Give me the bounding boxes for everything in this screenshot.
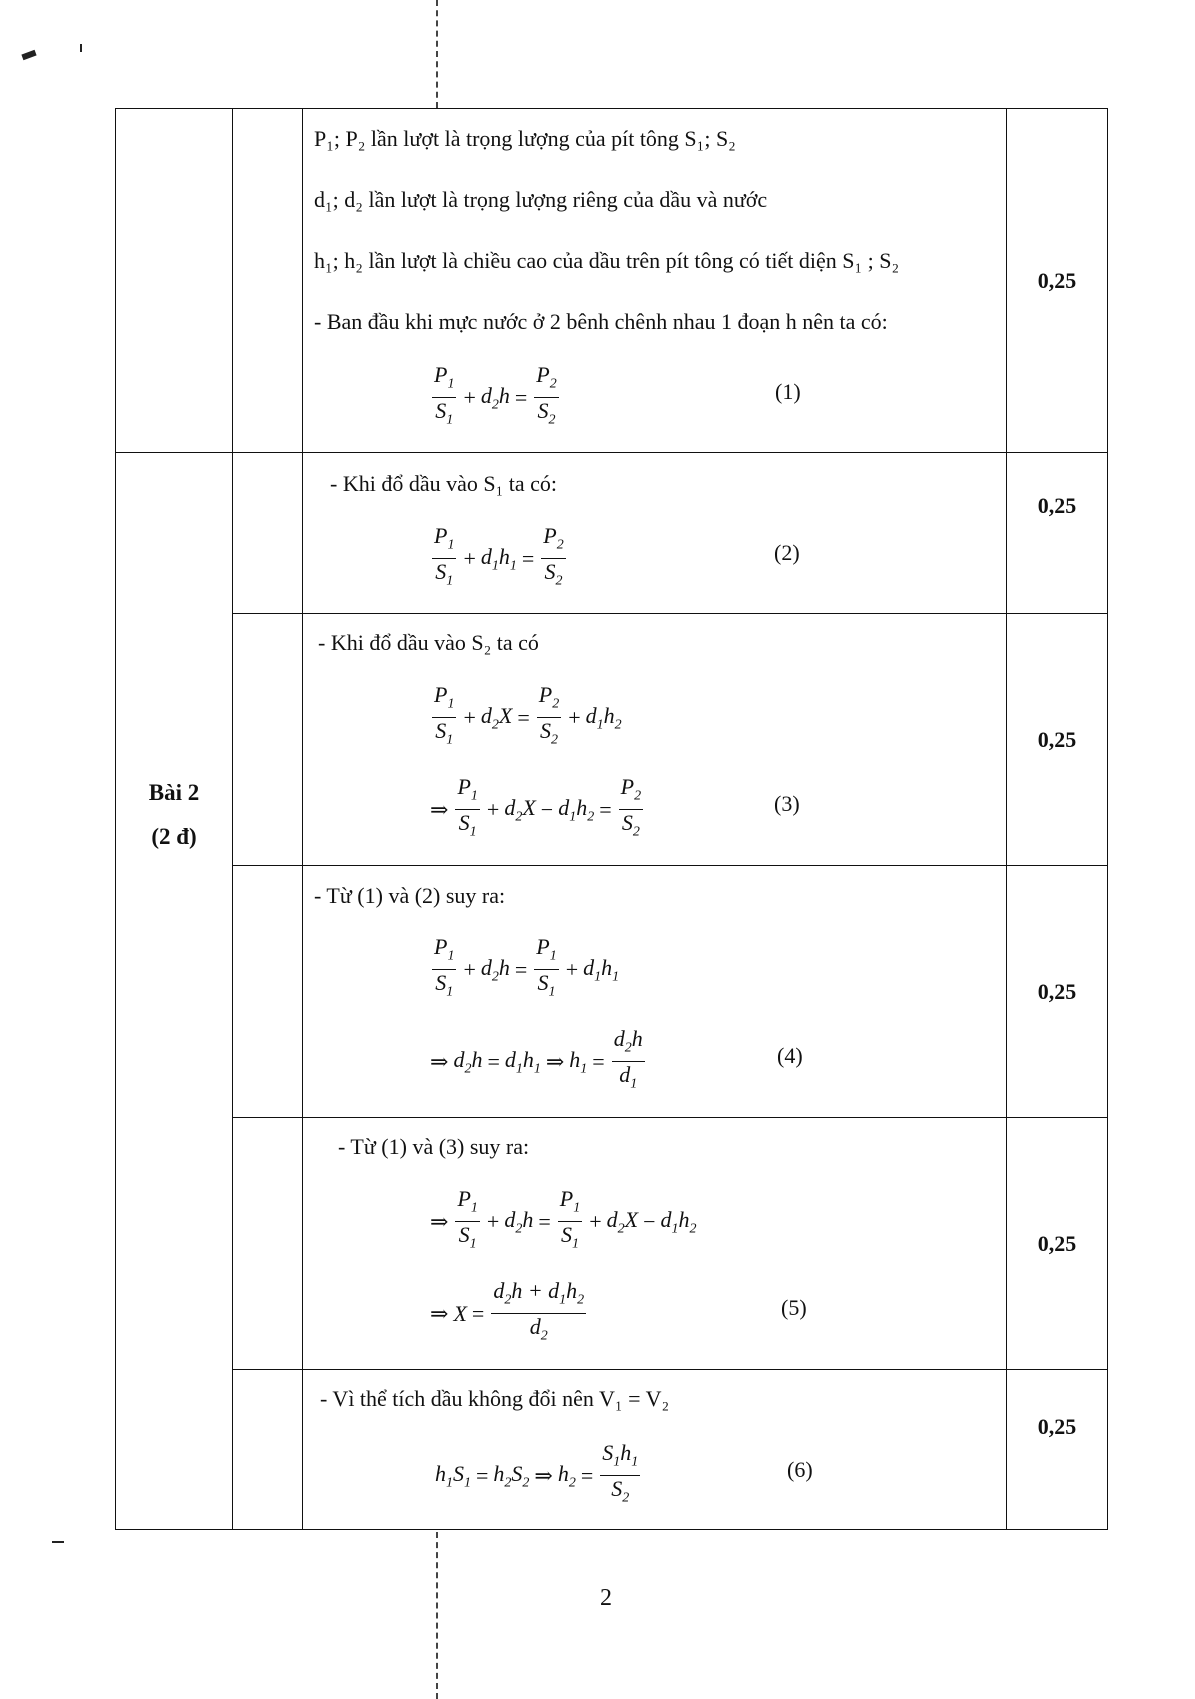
equation-3a: $\frac{P_1}{S_1}$ + $d_2X$ = $\frac{P_2}{S_2}$ + $d_1h_2$ — [434, 682, 622, 748]
side-cell-top — [116, 109, 233, 453]
exercise-title: Bài 2 — [148, 779, 200, 805]
page-number: 2 — [600, 1585, 612, 1611]
table-row — [116, 109, 1108, 453]
equation-1: $\frac{P_1}{S_1}$ + $d_2h$ = $\frac{P_2}{S_2}$ — [434, 362, 557, 428]
score-value: 0,25 — [1037, 978, 1077, 1004]
exercise-points: (2 đ) — [151, 823, 197, 849]
side-cell — [116, 453, 233, 614]
content-cell — [303, 1370, 1007, 1530]
empty-cell — [233, 1370, 303, 1530]
equation-number: (6) — [787, 1457, 813, 1482]
scan-speck — [80, 44, 82, 52]
text-line: - Khi đổ dầu vào S₂ ta có — [318, 630, 539, 655]
content-cell — [303, 614, 1007, 866]
equation-number: (1) — [775, 379, 801, 404]
equation-5a: ⇒ $\frac{P_1}{S_1}$ + $d_2h$ = $\frac{P_1}{S_1}$ + $d_2X$ − $d_1h_2$ — [430, 1186, 697, 1252]
content-cell — [303, 1118, 1007, 1370]
score-cell — [1007, 614, 1108, 866]
text-line: - Khi đổ dầu vào S₁ ta có: — [330, 471, 558, 496]
table-row — [116, 614, 1108, 866]
equation-4a: $\frac{P_1}{S_1}$ + $d_2h$ = $\frac{P_1}{S_1}$ + $d_1h_1$ — [434, 934, 620, 1000]
equation-6: $h_1S_1$ = $h_2S_2$ ⇒ $h_2$ = $\frac{S_1h_1}{S_2}$ — [435, 1440, 639, 1506]
text-line: - Từ (1) và (2) suy ra: — [314, 883, 506, 908]
content-cell — [303, 453, 1007, 614]
content-cell — [303, 866, 1007, 1118]
score-value: 0,25 — [1037, 1414, 1077, 1439]
equation-number: (4) — [777, 1043, 803, 1068]
score-value: 0,25 — [1037, 493, 1077, 518]
equation-number: (3) — [774, 791, 800, 816]
score-value: 0,25 — [1037, 267, 1077, 293]
empty-cell — [233, 614, 303, 866]
score-cell — [1007, 866, 1108, 1118]
table-row — [116, 453, 1108, 614]
text-line: P₁; P₂ lần lượt là trọng lượng của pít tông S₁; S₂ — [314, 126, 736, 151]
text-line: d₁; d₂ lần lượt là trọng lượng riêng của dầu và nước — [314, 187, 768, 212]
equation-number: (5) — [781, 1295, 807, 1320]
empty-cell — [233, 453, 303, 614]
equation-5: ⇒ X = $\frac{d_2h + d_1h_2}{d_2}$ — [430, 1278, 585, 1344]
empty-cell — [233, 109, 303, 453]
text-line: - Ban đầu khi mực nước ở 2 bênh chênh nhau 1 đoạn h nên ta có: — [314, 309, 888, 334]
answer-table — [115, 108, 1108, 1530]
equation-number: (2) — [774, 540, 800, 565]
text-line: h₁; h₂ lần lượt là chiều cao của dầu trên pít tông có tiết diện S₁ ; S₂ — [314, 248, 900, 273]
score-cell — [1007, 453, 1108, 614]
scan-speck — [52, 1541, 64, 1543]
side-cell-label — [116, 614, 233, 866]
table-row — [116, 1118, 1108, 1370]
score-value: 0,25 — [1037, 1230, 1077, 1256]
scan-speck — [21, 50, 36, 60]
score-cell — [1007, 1118, 1108, 1370]
side-cell — [116, 866, 233, 1118]
equation-4: ⇒ $d_2h$ = $d_1h_1$ ⇒ $h_1$ = $\frac{d_2h}{d_1}$ — [430, 1026, 643, 1092]
table-row — [116, 866, 1108, 1118]
fold-line — [436, 1532, 438, 1699]
side-cell-bottom — [116, 1370, 233, 1530]
empty-cell — [233, 866, 303, 1118]
text-line: - Từ (1) và (3) suy ra: — [338, 1134, 530, 1159]
fold-line — [436, 0, 438, 108]
table-row — [116, 1370, 1108, 1530]
score-cell — [1007, 1370, 1108, 1530]
content-cell — [303, 109, 1007, 453]
text-line: - Vì thể tích dầu không đổi nên V₁ = V₂ — [320, 1386, 670, 1411]
side-cell — [116, 1118, 233, 1370]
equation-2: $\frac{P_1}{S_1}$ + $d_1h_1$ = $\frac{P_2}{S_2}$ — [434, 523, 564, 589]
score-cell — [1007, 109, 1108, 453]
empty-cell — [233, 1118, 303, 1370]
equation-3: ⇒ $\frac{P_1}{S_1}$ + $d_2X$ − $d_1h_2$ = $\frac{P_2}{S_2}$ — [430, 774, 642, 840]
score-value: 0,25 — [1037, 726, 1077, 752]
